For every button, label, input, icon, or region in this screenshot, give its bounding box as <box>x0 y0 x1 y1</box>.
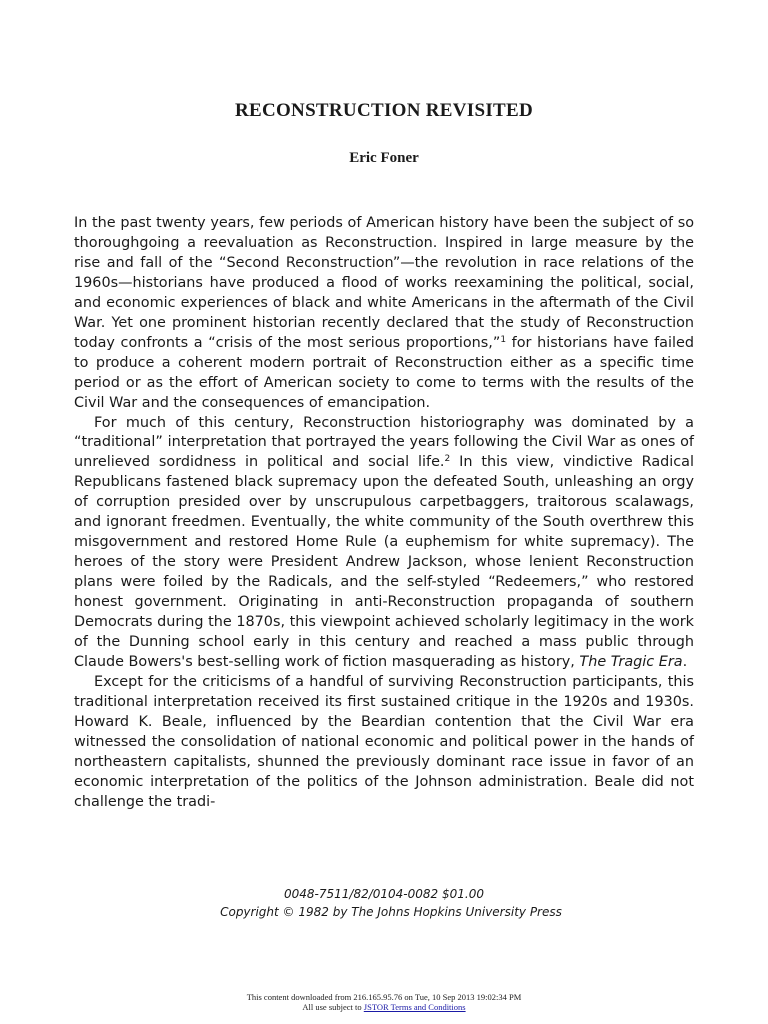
paragraph-2 <box>74 414 694 673</box>
article-body <box>74 214 694 813</box>
paragraph-3-text: Except for the criticisms of a handful of surviving Reconstruction participants, this traditional interpretation received its first sustained critique in the 1920s and 1930s. Howard K. Beale, influenced by the Beardian contention that the Civil War era witnessed the consolidation of national economic and political power in the hands of northeastern capitalists, shunned the previously dominant race issue in favor of an economic interpretation of the politics of the Johnson administration. Beale did not challenge the tradi- <box>74 673 694 810</box>
footnote-ref-1: 1 <box>500 334 507 345</box>
article-author: Eric Foner <box>349 150 419 166</box>
terms-line <box>0 1002 768 1012</box>
paragraph-2-text-a: For much of this century, Reconstruction historiography was dominated by a “traditional” interpretation that portrayed the years following the Civil War as ones of unrelieved sordidness in political and social life. <box>74 414 694 471</box>
paragraph-2-text-b: In this view, vindictive Radical Republicans fastened black supremacy upon the defeated South, unleashing an orgy of corruption presided over by unscrupulous carpetbaggers, traitorous scalawags, and ignorant freedmen. Eventually, the white community of the South overthrew this misgovernment and restored Home Rule (a euphemism for white supremacy). The heroes of the story were President Andrew Jackson, whose lenient Reconstruction plans were foiled by the Radicals, and the self-styled “Redeemers,” who restored honest government. Originating in anti-Reconstruction propaganda of southern Democrats during the 1870s, this viewpoint achieved scholarly legitimacy in the work of the Dunning school early in this century and reached a mass public through Claude Bowers's best-selling work of fiction masquerading as history, <box>74 454 695 670</box>
publication-code: 0048-7511/82/0104-0082 $01.00 <box>284 887 484 901</box>
terms-prefix: All use subject to <box>302 1002 364 1012</box>
publication-info <box>0 885 768 921</box>
jstor-footer <box>0 992 768 1012</box>
copyright-line: Copyright © 1982 by The Johns Hopkins University Press <box>220 905 562 919</box>
paragraph-3 <box>74 673 694 813</box>
paragraph-1 <box>74 214 694 414</box>
book-title-italic: The Tragic Era <box>579 653 683 670</box>
paragraph-2-text-c: . <box>682 653 688 670</box>
paragraph-1-text-a: In the past twenty years, few periods of American history have been the subject of so thoroughgoing a reevaluation as Reconstruction. Inspired in large measure by the rise and fall of the “Second Reconstruction”—the revolution in race relations of the 1960s—historians have produced a flood of works reexamining the political, social, and economic experiences of black and white Americans in the aftermath of the Civil War. Yet one prominent historian recently declared that the study of Reconstruction today confronts a “crisis of the most serious proportions,” <box>74 215 694 351</box>
jstor-terms-link[interactable]: JSTOR Terms and Conditions <box>363 1002 466 1012</box>
download-notice: This content downloaded from 216.165.95.76 on Tue, 10 Sep 2013 19:02:34 PM <box>246 992 522 1002</box>
article-title: RECONSTRUCTION REVISITED <box>234 100 534 121</box>
footnote-ref-2: 2 <box>444 454 451 465</box>
paragraph-1-text-b: for historians have failed to produce a coherent modern portrait of Reconstruction either as a specific time period or as the effort of American society to come to terms with the results of the Civil War and the consequences of emancipation. <box>74 334 694 411</box>
